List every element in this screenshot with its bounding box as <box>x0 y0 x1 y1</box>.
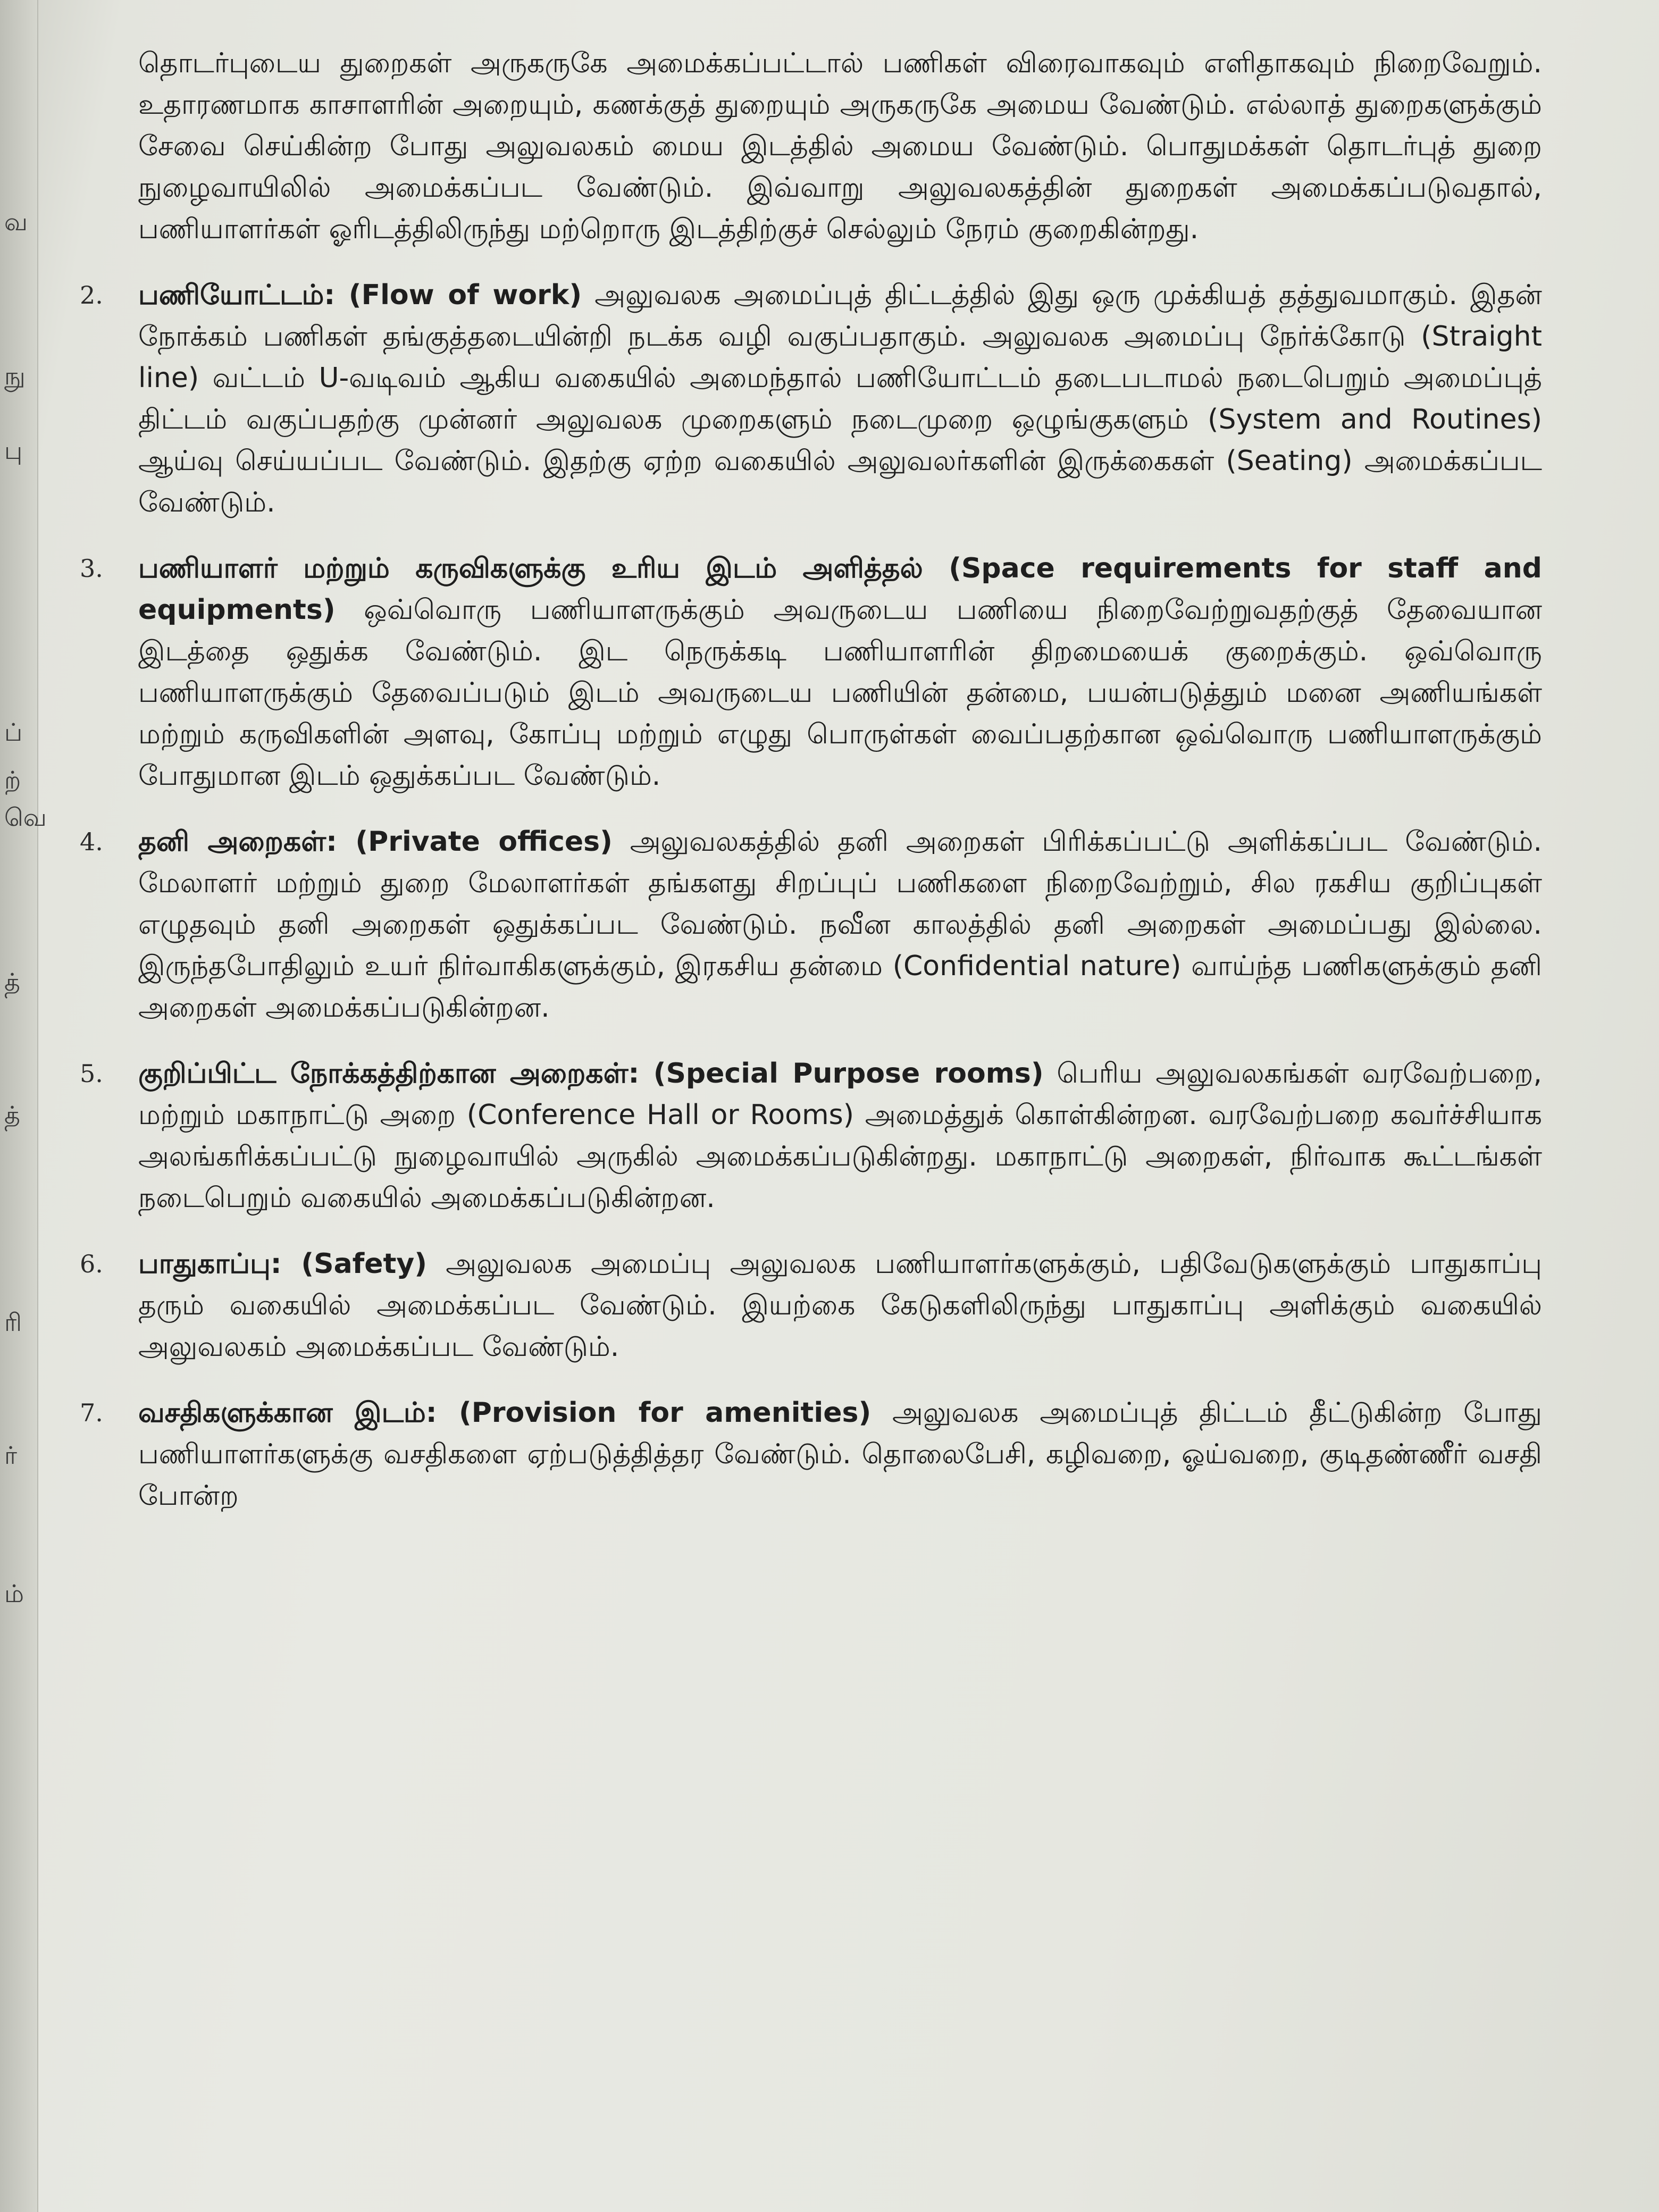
section-body: அலுவலக அமைப்புத் திட்டம் தீட்டுகின்ற போது பணியாளர்களுக்கு வசதிகளை ஏற்படுத்தித்தர வேண்டும். தொலைபேசி, கழிவறை, ஓய்வறை, குடிதண்ணீர் வசதி போன்ற <box>138 1397 1543 1512</box>
section-body: அலுவலக அமைப்புத் திட்டத்தில் இது ஒரு முக்கியத் தத்துவமாகும். இதன் நோக்கம் பணிகள் தங்குத்தடையின்றி நடக்க வழி வகுப்பதாகும். அலுவலக அமைப்பு நேர்க்கோடு (Straight line) வட்டம் U-வடிவம் ஆகிய வகையில் அமைந்தால் பணியோட்டம் தடைபடாமல் நடைபெறும் அமைப்புத் திட்டம் வகுப்பதற்கு முன்னர் அலுவலக முறைகளும் நடைமுறை ஒழுங்குகளும் (System and Routines) ஆய்வு செய்யப்பட வேண்டும். இதற்கு ஏற்ற வகையில் அலுவலர்களின் இருக்கைகள் (Seating) அமைக்கப்பட வேண்டும். <box>138 279 1542 518</box>
section-number: 5. <box>80 1059 103 1088</box>
section-text <box>138 274 1542 523</box>
section-text <box>138 821 1542 1028</box>
section-number: 7. <box>80 1398 103 1427</box>
section-number: 4. <box>80 827 103 856</box>
page-content <box>80 43 1543 1516</box>
section-body: ஒவ்வொரு பணியாளருக்கும் அவருடைய பணியை நிறைவேற்றுவதற்குத் தேவையான இடத்தை ஒதுக்க வேண்டும். இட நெருக்கடி பணியாளரின் திறமையைக் குறைக்கும். ஒவ்வொரு பணியாளருக்கும் தேவைப்படும் இடம் அவருடைய பணியின் தன்மை, பயன்படுத்தும் மனை அணியங்கள் மற்றும் கருவிகளின் அளவு, கோப்பு மற்றும் எழுது பொருள்கள் வைப்பதற்கான ஒவ்வொரு பணியாளருக்கும் போதுமான இடம் ஒதுக்கப்பட வேண்டும். <box>138 594 1542 792</box>
section-heading: வசதிகளுக்கான இடம்: (Provision for amenities) <box>138 1397 872 1429</box>
section-flow-of-work <box>80 274 1542 523</box>
intro-paragraph: தொடர்புடைய துறைகள் அருகருகே அமைக்கப்பட்டால் பணிகள் விரைவாகவும் எளிதாகவும் நிறைவேறும். உதாரணமாக காசாளரின் அறையும், கணக்குத் துறையும் அருகருகே அமைய வேண்டும். எல்லாத் துறைகளுக்கும் சேவை செய்கின்ற போது அலுவலகம் மைய இடத்தில் அமைய வேண்டும். பொதுமக்கள் தொடர்புத் துறை நுழைவாயிலில் அமைக்கப்பட வேண்டும். இவ்வாறு அலுவலகத்தின் துறைகள் அமைக்கப்படுவதால், பணியாளர்கள் ஓரிடத்திலிருந்து மற்றொரு இடத்திற்குச் செல்லும் நேரம் குறைகின்றது. <box>138 47 1542 245</box>
section-number: 2. <box>80 281 103 309</box>
edge-fragment: வ <box>4 207 28 236</box>
section-heading: பணியோட்டம்: (Flow of work) <box>138 279 582 311</box>
section-space-requirements <box>80 548 1542 797</box>
section-heading: தனி அறைகள்: (Private offices) <box>138 826 613 858</box>
section-text <box>138 548 1542 797</box>
edge-fragment: ற் <box>4 766 21 794</box>
section-text <box>138 1243 1542 1368</box>
edge-fragment: பு <box>4 436 23 465</box>
edge-fragment: ப் <box>4 718 23 747</box>
section-text <box>138 1053 1542 1219</box>
section-private-offices <box>80 821 1542 1028</box>
section-safety <box>80 1243 1542 1368</box>
edge-fragment: ம் <box>4 1579 24 1608</box>
section-number: 6. <box>80 1250 103 1278</box>
section-heading: குறிப்பிட்ட நோக்கத்திற்கான அறைகள்: (Special Purpose rooms) <box>138 1058 1044 1090</box>
section-amenities <box>80 1392 1543 1516</box>
section-body: பெரிய அலுவலகங்கள் வரவேற்பறை, மற்றும் மகாநாட்டு அறை (Conference Hall or Rooms) அமைத்துக் கொள்கின்றன. வரவேற்பறை கவர்ச்சியாக அலங்கரிக்கப்பட்டு நுழைவாயில் அருகில் அமைக்கப்படுகின்றது. மகாநாட்டு அறைகள், நிர்வாக கூட்டங்கள் நடைபெறும் வகையில் அமைக்கப்படுகின்றன. <box>138 1058 1542 1214</box>
edge-fragment: வெ <box>4 803 47 832</box>
edge-fragment: த் <box>4 1101 20 1129</box>
section-body: அலுவலகத்தில் தனி அறைகள் பிரிக்கப்பட்டு அளிக்கப்பட வேண்டும். மேலாளர் மற்றும் துறை மேலாளர்கள் தங்களது சிறப்புப் பணிகளை நிறைவேற்றும், சில ரகசிய குறிப்புகள் எழுதவும் தனி அறைகள் ஒதுக்கப்பட வேண்டும். நவீன காலத்தில் தனி அறைகள் அமைப்பது இல்லை. இருந்தபோதிலும் உயர் நிர்வாகிகளுக்கும், இரகசிய தன்மை (Confidential nature) வாய்ந்த பணிகளுக்கும் தனி அறைகள் அமைக்கப்படுகின்றன. <box>138 826 1542 1024</box>
section-special-purpose-rooms <box>80 1053 1542 1219</box>
edge-fragment: நு <box>4 362 26 390</box>
section-text <box>138 1392 1542 1516</box>
edge-fragment: ர் <box>4 1441 18 1470</box>
previous-page-edge <box>0 0 47 2212</box>
edge-fragment: ரி <box>4 1308 22 1337</box>
edge-fragment: த் <box>4 968 20 996</box>
section-number: 3. <box>80 554 103 583</box>
section-heading: பணியாளர் மற்றும் கருவிகளுக்கு உரிய இடம் அளித்தல் (Space requirements for staff and equipments) <box>138 552 1542 626</box>
section-body: அலுவலக அமைப்பு அலுவலக பணியாளர்களுக்கும், பதிவேடுகளுக்கும் பாதுகாப்பு தரும் வகையில் அமைக்கப்பட வேண்டும். இயற்கை கேடுகளிலிருந்து பாதுகாப்பு அளிக்கும் வகையில் அலுவலகம் அமைக்கப்பட வேண்டும். <box>138 1248 1542 1363</box>
section-heading: பாதுகாப்பு: (Safety) <box>138 1248 428 1280</box>
